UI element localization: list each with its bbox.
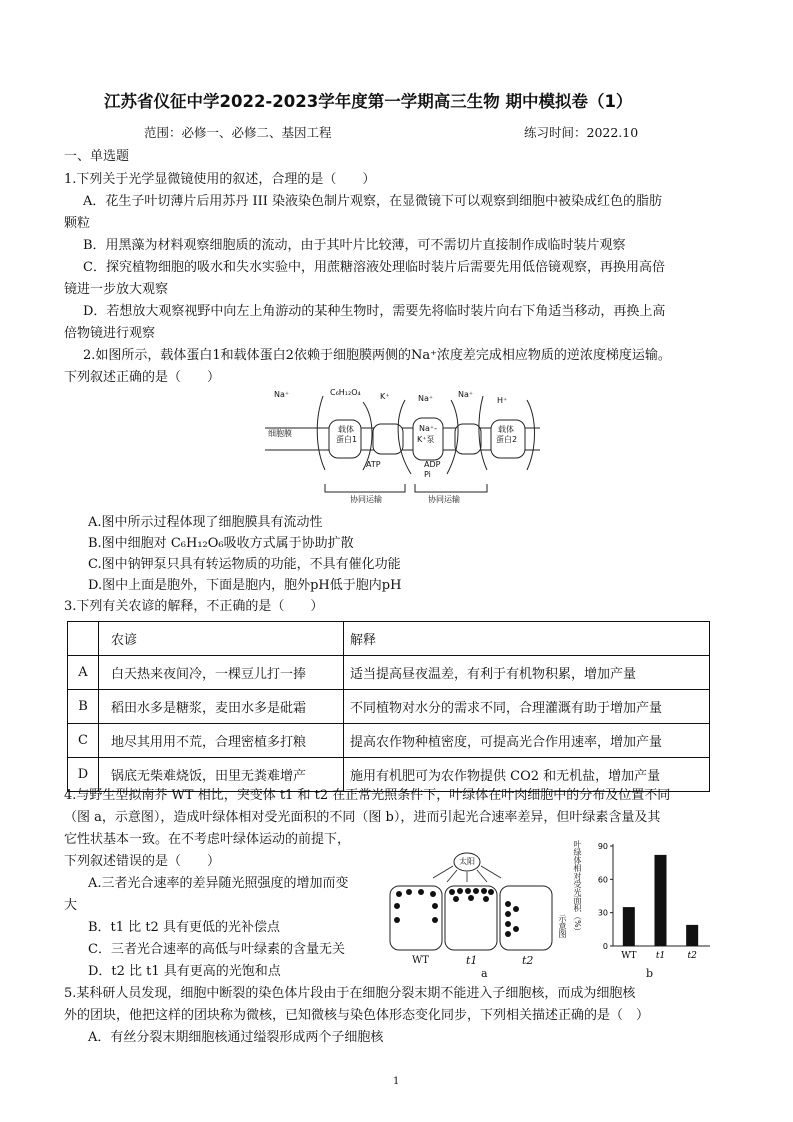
q1-option-c-cont: 镜进一步放大观察 <box>64 282 169 297</box>
q4-stem-4: 下列叙述错误的是（ ） <box>64 854 221 869</box>
glucose-label: C₆H₁₂O₄ <box>330 388 361 397</box>
k-label: K⁺ <box>380 392 390 401</box>
y-tick-label: 30 <box>597 908 608 918</box>
membrane-transport-diagram <box>265 388 540 510</box>
cotransport-label-2: 协同运输 <box>428 495 460 504</box>
carrier1-label-a: 载体 <box>338 425 354 434</box>
q4-stem-3: 它性状基本一致。在不考虑叶绿体运动的前提下， <box>64 832 351 847</box>
t2-label: t2 <box>522 954 534 967</box>
q4-option-a-cont: 大 <box>64 898 78 913</box>
q4-option-a: A.三者光合速率的差异随光照强度的增加而变 <box>88 876 349 891</box>
carrier2-label-b: 蛋白2 <box>496 435 518 444</box>
q1-option-d: D．若想放大观察视野中向左上角游动的某种生物时，需要先将临时装片向右下角适当移动，再换上高 <box>83 304 666 319</box>
cotransport-label-1: 协同运输 <box>350 495 382 504</box>
table-header-row <box>68 622 710 656</box>
header-proverb: 农谚 <box>99 622 344 656</box>
q3-stem: 3.下列有关农谚的解释，不正确的是（ ） <box>64 599 324 614</box>
page-title: 江苏省仪征中学2022-2023学年度第一学期高三生物 期中模拟卷（1） <box>104 92 633 111</box>
t2-cell <box>500 886 552 950</box>
sun-label: 太阳 <box>459 857 475 866</box>
page-number: 1 <box>393 1076 400 1087</box>
na-label-1: Na⁺ <box>274 390 290 399</box>
table-row: B 稻田水多是糖浆，麦田水多是砒霜 不同植物对水分的需求不同，合理灌溉有助于增加产量 <box>68 690 710 724</box>
q4-stem: 4.与野生型拟南芥 WT 相比，突变体 t1 和 t2 在正常光照条件下，叶绿体在叶肉细胞中的分布及位置不同 <box>64 788 671 803</box>
section-heading: 一、单选题 <box>64 149 130 164</box>
schematic-side-label: 示意图 <box>558 914 567 938</box>
carrier1-label-b: 蛋白1 <box>336 435 358 444</box>
na-label-2: Na⁺ <box>418 394 434 403</box>
q2-stem-cont: 下列叙述正确的是（ ） <box>64 370 221 385</box>
q1-stem: 1.下列关于光学显微镜使用的叙述，合理的是（ ） <box>64 172 376 187</box>
scope-text: 范围：必修一、必修二、基因工程 <box>144 125 332 140</box>
q4-stem-2: （图 a，示意图），造成叶绿体相对受光面积的不同（图 b），进而引起光合速率差异，但叶绿素含量及其 <box>64 810 661 825</box>
q1-option-c: C．探究植物细胞的吸水和失水实验中，用蔗糖溶液处理临时装片后需要先用低倍镜观察，再换用高倍 <box>83 260 665 275</box>
q2-option-d: D.图中上面是胞外，下面是胞内，胞外pH低于胞内pH <box>88 578 402 593</box>
wt-label: WT <box>412 955 429 966</box>
y-tick-label: 0 <box>602 942 608 951</box>
q1-option-a: A．花生子叶切薄片后用苏丹 III 染液染色制片观察，在显微镜下可以观察到细胞中被染成红色的脂肪 <box>83 194 663 209</box>
q5-stem: 5.某科研人员发现，细胞中断裂的染色体片段由于在细胞分裂末期不能进入子细胞核，而成为细胞核 <box>64 986 636 1001</box>
q2-stem: 2.如图所示，载体蛋白1和载体蛋白2依赖于细胞膜两侧的Na⁺浓度差完成相应物质的逆浓度梯度运输。 <box>83 348 671 363</box>
q1-option-a-cont: 颗粒 <box>64 216 91 231</box>
time-text: 练习时间：2022.10 <box>524 125 639 140</box>
fig-a-caption: a <box>481 967 488 980</box>
q4-option-c: C．三者光合速率的高低与叶绿素的含量无关 <box>88 942 345 957</box>
y-tick-label: 90 <box>597 842 608 851</box>
table-row: A 白天热来夜间冷，一棵豆儿打一捧 适当提高昼夜温差，有利于有机物积累，增加产量 <box>68 656 710 690</box>
q5-stem-2: 外的团块，他把这样的团块称为微核，已知微核与染色体形态变化同步，下列相关描述正确的是（ ） <box>64 1008 650 1023</box>
proverb-table <box>67 621 710 792</box>
pi-label: Pi <box>424 470 431 479</box>
q4-option-d: D．t2 比 t1 具有更高的光饱和点 <box>88 964 281 979</box>
t1-label: t1 <box>466 954 478 967</box>
header-explanation: 解释 <box>344 622 710 656</box>
pump-label-b: K⁺泵 <box>417 435 435 444</box>
chloroplast-area-bar-chart <box>595 838 715 968</box>
table-row: D 锅底无柴难烧饭，田里无粪难增产 施用有机肥可为农作物提供 CO2 和无机盐，增加产量 <box>68 758 710 792</box>
fig-b-caption: b <box>646 967 654 980</box>
x-tick-label: WT <box>621 951 637 961</box>
pump-label-a: Na⁺- <box>419 424 437 433</box>
x-tick-label: t2 <box>687 951 697 961</box>
x-tick-label: t1 <box>655 951 666 961</box>
q4-option-b: B．t1 比 t2 具有更低的光补偿点 <box>88 920 280 935</box>
adp-label: ADP <box>424 460 441 469</box>
bar-t2 <box>686 925 698 946</box>
q2-option-c: C.图中钠钾泵只具有转运物质的功能，不具有催化功能 <box>88 557 401 572</box>
q5-option-a: A．有丝分裂末期细胞核通过缢裂形成两个子细胞核 <box>88 1030 384 1045</box>
q2-option-b: B.图中细胞对 C₆H₁₂O₆吸收方式属于协助扩散 <box>88 536 354 551</box>
bar-wt <box>623 907 635 946</box>
bar-t1 <box>655 855 667 946</box>
na-label-3: Na⁺ <box>458 390 474 399</box>
na-arrow-1 <box>317 396 325 470</box>
atp-label: ATP <box>366 460 381 469</box>
chart-y-axis-label: 叶绿体相对受光面积（%） <box>573 840 582 936</box>
y-tick-label: 60 <box>597 875 608 885</box>
q1-option-d-cont: 倍物镜进行观察 <box>64 326 156 341</box>
carrier2-label-a: 载体 <box>498 425 514 434</box>
q1-option-b: B．用黑藻为材料观察细胞质的流动，由于其叶片比较薄，可不需切片直接制作成临时装片观察 <box>83 238 626 253</box>
table-row: C 地尽其用用不荒，合理密植多打粮 提高农作物种植密度，可提高光合作用速率，增加产量 <box>68 724 710 758</box>
h-label: H⁺ <box>497 396 508 405</box>
membrane-label: 细胞膜 <box>268 429 292 438</box>
q2-option-a: A.图中所示过程体现了细胞膜具有流动性 <box>88 515 323 530</box>
